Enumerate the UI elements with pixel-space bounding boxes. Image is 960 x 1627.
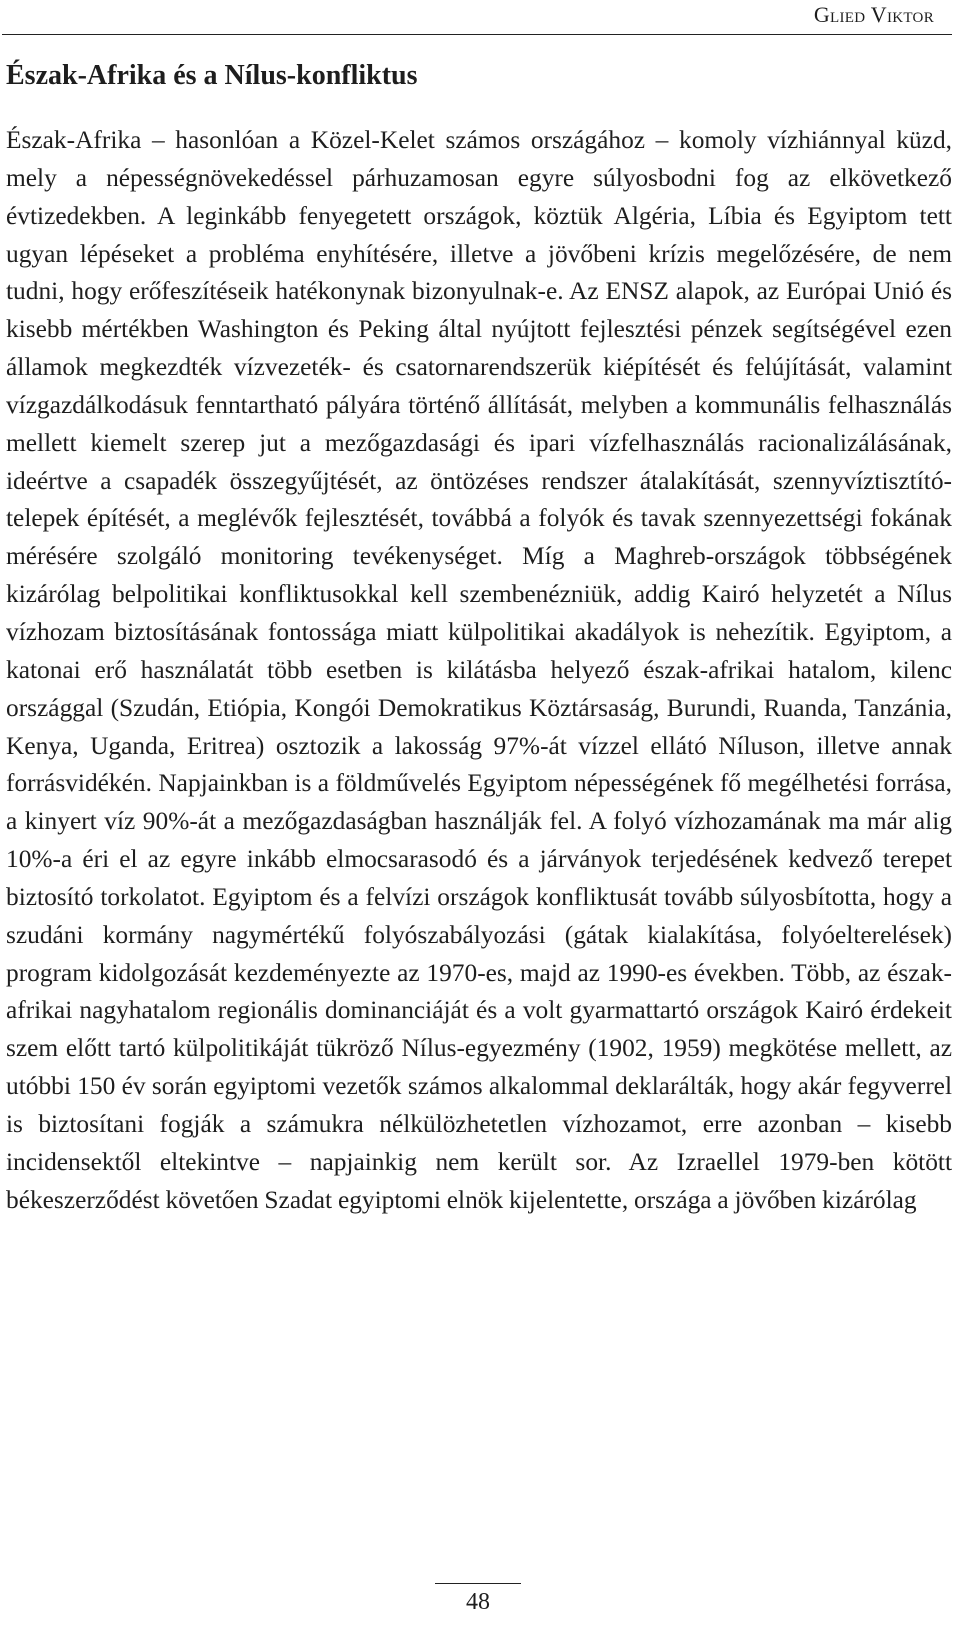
page-number: 48 <box>466 1589 490 1615</box>
body-paragraph: Észak-Afrika – hasonlóan a Közel-Kelet számos országához – komoly vízhiánnyal küzd, mely a népességnövekedéssel párhuzamosan egyre súlyosbodni fog az elkövetkező évtizedekben. A leginkább fenyegetett országok, köztük Algéria, Líbia és Egyiptom tett ugyan lépéseket a probléma enyhítésére, illetve a jövőbeni krízis megelőzésére, de nem tudni, hogy erőfeszítéseik hatékonynak bizonyulnak-e. Az ENSZ alapok, az Európai Unió és kisebb mértékben Washington és Peking által nyújtott fejlesztési pénzek segítségével ezen államok megkezdték vízvezeték- és csatornarendszerük kiépítését és felújítását, valamint vízgazdálkodásuk fenntartható pályára történő állítását, melyben a kommunális felhasználás mellett kiemelt szerep jut a mezőgazdasági és ipari vízfelhasználás racionalizálásának, ideértve a csapadék összegyűjtését, az öntözéses rendszer átalakítását, szennyvíztisztító-telepek építését, a meglévők fejlesztését, továbbá a folyók és tavak szennyezettségi fokának mérésére szolgáló monitoring tevékenységet. Míg a Maghreb-országok többségének kizárólag belpolitikai konfliktusokkal kell szembenézniük, addig Kairó helyzetét a Nílus vízhozam biztosításának fontossága miatt külpolitikai akadályok is nehezítik. Egyiptom, a katonai erő használatát több esetben is kilátásba helyező észak-afrikai hatalom, kilenc országgal (Szudán, Etiópia, Kongói Demokratikus Köztársaság, Burundi, Ruanda, Tanzánia, Kenya, Uganda, Eritrea) osztozik a lakosság 97%-át vízzel ellátó Níluson, illetve annak forrásvidékén. Napjainkban is a földművelés Egyiptom népességének fő megélhetési forrása, a kinyert víz 90%-át a mezőgazdaságban használják fel. A folyó vízhozamának ma már alig 10%-a éri el az egyre inkább elmocsarasodó és a járványok terjedésének kedvező terepet biztosító torkolatot. Egyiptom és a felvízi országok konfliktusát tovább súlyosbította, hogy a szudáni kormány nagymértékű folyószabályozási (gátak kialakítása, folyóelterelések) program kidolgozását kezdeményezte az 1970-es, majd az 1990-es években. Több, az észak-afrikai nagyhatalom regionális dominanciáját és a volt gyarmattartó országok Kairó érdekeit szem előtt tartó külpolitikáját tükröző Nílus-egyezmény (1902, 1959) megkötése mellett, az utóbbi 150 év során egyiptomi vezetők számos alkalommal deklarálták, hogy akár fegyverrel is biztosítani fogják a számukra nélkülözhetetlen vízhozamot, erre azonban – kisebb incidensektől eltekintve – napjainkig nem került sor. Az Izraellel 1979-ben kötött békeszerződést követően Szadat egyiptomi elnök kijelentette, országa a jövőben kizárólag <box>6 126 952 1214</box>
footer-rule <box>435 1583 521 1584</box>
running-header-author: Glied Viktor <box>813 2 934 27</box>
section-title: Észak-Afrika és a Nílus-konfliktus <box>6 60 418 91</box>
running-header <box>2 0 952 35</box>
